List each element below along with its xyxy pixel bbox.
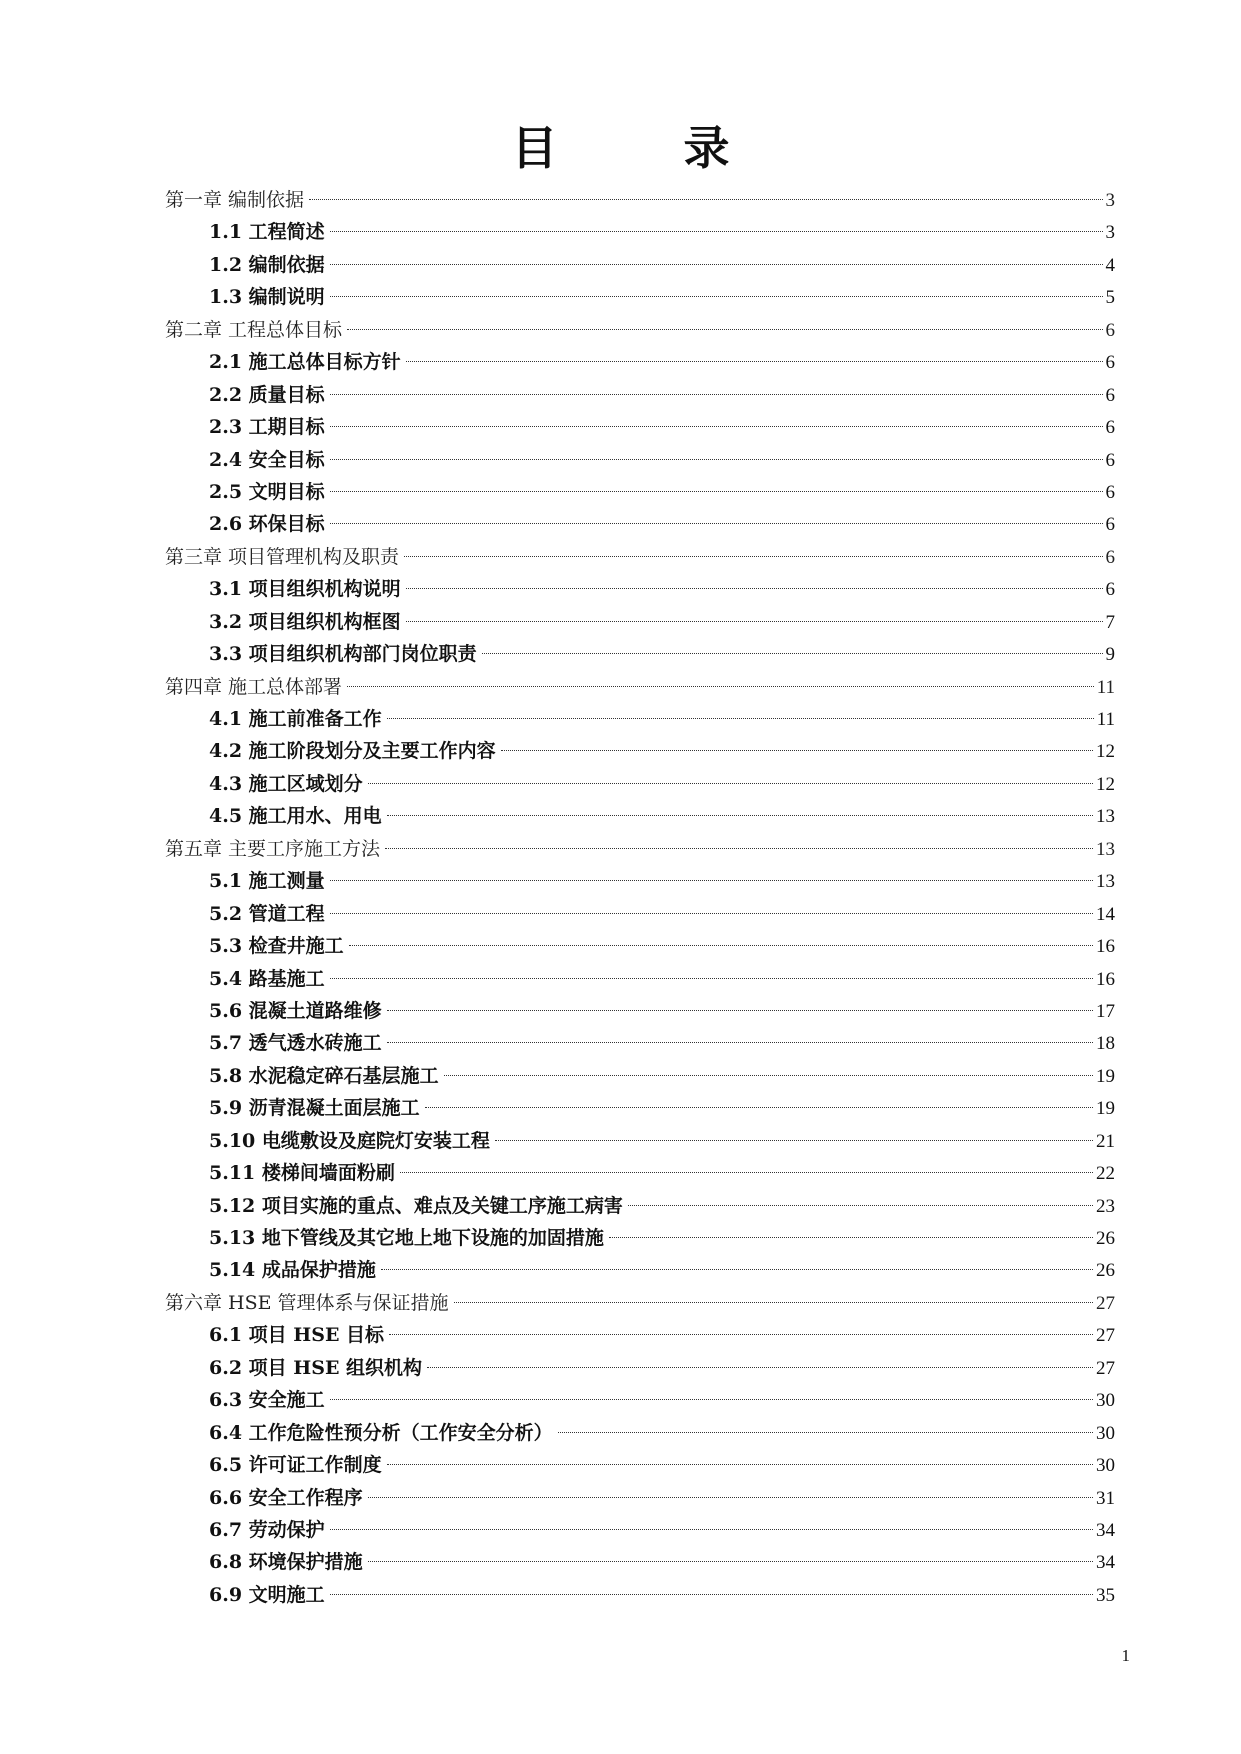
toc-dot-leader [427,1367,1093,1368]
toc-dot-leader [330,523,1103,524]
toc-chapter-entry[interactable] [165,1287,1115,1319]
toc-dot-leader [368,1497,1093,1498]
toc-dot-leader [400,1172,1093,1173]
toc-entry-title: 5.7 透气透水砖施工 [209,1032,382,1055]
toc-dot-leader [330,978,1093,979]
toc-entry-page: 27 [1096,1292,1115,1314]
toc-section-entry[interactable] [165,963,1115,995]
toc-dot-leader [330,459,1103,460]
toc-chapter-entry[interactable] [165,671,1115,703]
toc-section-entry[interactable] [165,508,1115,540]
toc-section-entry[interactable] [165,865,1115,897]
toc-section-entry[interactable] [165,1482,1115,1514]
toc-dot-leader [330,1594,1093,1595]
toc-section-entry[interactable] [165,930,1115,962]
toc-dot-leader [385,848,1093,849]
toc-dot-leader [406,361,1103,362]
toc-dot-leader [454,1302,1093,1303]
toc-entry-page: 6 [1105,579,1115,601]
toc-entry-title: 6.1 项目 HSE 目标 [209,1324,385,1347]
toc-entry-page: 3 [1105,190,1115,211]
toc-dot-leader [495,1140,1093,1141]
toc-section-entry[interactable] [165,703,1115,735]
toc-entry-page: 6 [1105,352,1115,374]
toc-dot-leader [444,1075,1093,1076]
toc-dot-leader [387,1010,1093,1011]
toc-dot-leader [406,621,1103,622]
toc-section-entry[interactable] [165,476,1115,508]
toc-section-entry[interactable] [165,735,1115,767]
toc-entry-title: 6.5 许可证工作制度 [209,1454,382,1477]
toc-dot-leader [389,1334,1093,1335]
toc-section-entry[interactable] [165,573,1115,605]
toc-dot-leader [330,913,1093,914]
toc-chapter-entry[interactable] [165,541,1115,573]
toc-entry-page: 6 [1105,417,1115,439]
toc-entry-title: 第六章 HSE 管理体系与保证措施 [165,1291,449,1314]
toc-entry-page: 12 [1096,741,1115,763]
toc-section-entry[interactable] [165,411,1115,443]
toc-entry-title: 第一章 编制依据 [165,189,305,211]
toc-dot-leader [609,1237,1093,1238]
toc-entry-page: 16 [1096,968,1115,990]
toc-section-entry[interactable] [165,1319,1115,1351]
toc-chapter-entry[interactable] [165,314,1115,346]
toc-dot-leader [349,945,1093,946]
toc-entry-title: 6.8 环境保护措施 [209,1551,363,1574]
toc-entry-title: 3.3 项目组织机构部门岗位职责 [209,643,477,666]
toc-entry-page: 18 [1096,1033,1115,1055]
toc-entry-page: 27 [1096,1357,1115,1379]
toc-section-entry[interactable] [165,606,1115,638]
toc-entry-title: 6.7 劳动保护 [209,1518,325,1541]
toc-entry-title: 5.6 混凝土道路维修 [209,999,382,1022]
toc-entry-title: 5.3 检查井施工 [209,935,344,958]
toc-entry-page: 31 [1096,1487,1115,1509]
toc-section-entry[interactable] [165,1417,1115,1449]
toc-entry-page: 5 [1105,287,1115,309]
toc-entry-page: 19 [1096,1098,1115,1120]
toc-entry-title: 第四章 施工总体部署 [165,675,343,698]
toc-dot-leader [330,1529,1093,1530]
toc-section-entry[interactable] [165,1352,1115,1384]
toc-entry-page: 22 [1096,1163,1115,1185]
toc-section-entry[interactable] [165,638,1115,670]
toc-entry-page: 34 [1096,1552,1115,1574]
toc-entry-page: 30 [1096,1390,1115,1412]
toc-entry-page: 6 [1105,384,1115,406]
toc-section-entry[interactable] [165,898,1115,930]
toc-section-entry[interactable] [165,346,1115,378]
toc-entry-page: 19 [1096,1065,1115,1087]
toc-entry-title: 2.3 工期目标 [209,416,325,439]
toc-entry-title: 1.1 工程简述 [209,221,325,244]
toc-section-entry[interactable] [165,1222,1115,1254]
toc-entry-title: 4.1 施工前准备工作 [209,708,382,730]
toc-entry-page: 13 [1096,806,1115,828]
toc-entry-title: 5.14 成品保护措施 [209,1259,376,1282]
toc-dot-leader [387,1042,1093,1043]
toc-dot-leader [330,1399,1093,1400]
toc-section-entry[interactable] [165,249,1115,281]
toc-dot-leader [404,556,1102,557]
toc-entry-page: 7 [1105,611,1115,633]
toc-entry-page: 26 [1096,1260,1115,1282]
toc-entry-title: 4.2 施工阶段划分及主要工作内容 [209,740,496,763]
toc-dot-leader [501,750,1093,751]
toc-chapter-entry[interactable] [165,833,1115,865]
toc-section-entry[interactable] [165,1384,1115,1416]
toc-section-entry[interactable] [165,281,1115,313]
toc-entry-page: 9 [1105,644,1115,666]
toc-entry-title: 5.10 电缆敷设及庭院灯安装工程 [209,1129,490,1152]
toc-entry-title: 5.8 水泥稳定碎石基层施工 [209,1064,439,1087]
toc-dot-leader [347,329,1102,330]
toc-entry-page: 12 [1096,773,1115,795]
toc-dot-leader [330,491,1103,492]
toc-dot-leader [381,1269,1093,1270]
toc-entry-page: 30 [1096,1422,1115,1444]
toc-dot-leader [330,231,1103,232]
toc-section-entry[interactable] [165,1190,1115,1222]
page-title: 目 录 [511,121,770,175]
toc-entry-page: 35 [1096,1584,1115,1606]
toc-entry-page: 3 [1105,222,1115,244]
toc-entry-page: 13 [1096,871,1115,893]
toc-section-entry[interactable] [165,1546,1115,1578]
toc-dot-leader [387,1464,1093,1465]
toc-dot-leader [387,718,1094,719]
toc-entry-page: 6 [1105,481,1115,503]
toc-dot-leader [330,880,1093,881]
toc-entry-page: 13 [1096,838,1115,860]
toc-entry-title: 4.3 施工区域划分 [209,772,363,795]
toc-entry-page: 6 [1105,546,1115,568]
toc-entry-page: 4 [1105,254,1115,276]
toc-entry-page: 34 [1096,1519,1115,1541]
toc-entry-title: 3.2 项目组织机构框图 [209,610,401,633]
toc-entry-title: 5.2 管道工程 [209,902,325,925]
toc-entry-title: 6.9 文明施工 [209,1583,325,1606]
toc-section-entry[interactable] [165,1125,1115,1157]
toc-entry-title: 第三章 项目管理机构及职责 [165,545,400,568]
toc-entry-title: 5.1 施工测量 [209,870,325,893]
toc-entry-title: 4.5 施工用水、用电 [209,805,382,828]
toc-section-entry[interactable] [165,444,1115,476]
toc-chapter-entry[interactable] [165,184,1115,216]
toc-section-entry[interactable] [165,995,1115,1027]
toc-entry-title: 5.9 沥青混凝土面层施工 [209,1097,420,1120]
page-number: 1 [1121,1646,1130,1665]
toc-dot-leader [347,686,1094,687]
toc-section-entry[interactable] [165,1027,1115,1059]
toc-entry-title: 5.4 路基施工 [209,967,325,990]
toc-section-entry[interactable] [165,1514,1115,1546]
toc-entry-page: 27 [1096,1325,1115,1347]
toc-section-entry[interactable] [165,1254,1115,1286]
toc-entry-title: 6.2 项目 HSE 组织机构 [209,1356,423,1379]
toc-entry-page: 26 [1096,1228,1115,1249]
toc-entry-page: 11 [1096,676,1115,698]
toc-section-entry[interactable] [165,1092,1115,1124]
toc-entry-title: 2.1 施工总体目标方针 [209,351,401,374]
toc-entry-title: 5.12 项目实施的重点、难点及关键工序施工病害 [209,1194,623,1217]
toc-dot-leader [628,1205,1093,1206]
toc-entry-title: 5.11 楼梯间墙面粉刷 [209,1162,395,1185]
toc-dot-leader [330,394,1103,395]
toc-dot-leader [406,588,1103,589]
toc-entry-title: 5.13 地下管线及其它地上地下设施的加固措施 [209,1227,604,1249]
toc-dot-leader [368,783,1093,784]
toc-entry-page: 17 [1096,1000,1115,1022]
toc-entry-title: 1.3 编制说明 [209,286,325,309]
toc-entry-title: 2.5 文明目标 [209,480,325,503]
toc-entry-title: 6.4 工作危险性预分析（工作安全分析） [209,1421,553,1444]
toc-entry-title: 第二章 工程总体目标 [165,318,343,341]
toc-entry-page: 6 [1105,514,1115,536]
toc-entry-page: 30 [1096,1455,1115,1477]
toc-entry-title: 3.1 项目组织机构说明 [209,578,401,601]
toc-entry-title: 2.4 安全目标 [209,448,325,471]
toc-section-entry[interactable] [165,1449,1115,1481]
toc-dot-leader [482,653,1103,654]
toc-entry-title: 6.6 安全工作程序 [209,1486,363,1509]
toc-dot-leader [330,426,1103,427]
toc-entry-title: 6.3 安全施工 [209,1389,325,1412]
toc-entry-page: 6 [1105,449,1115,471]
toc-entry-title: 第五章 主要工序施工方法 [165,837,381,860]
toc-section-entry[interactable] [165,768,1115,800]
toc-dot-leader [425,1107,1093,1108]
toc-entry-title: 1.2 编制依据 [209,253,325,276]
toc-section-entry[interactable] [165,1157,1115,1189]
toc-section-entry[interactable] [165,216,1115,248]
toc-dot-leader [387,815,1093,816]
toc-entry-page: 14 [1096,903,1115,925]
toc-section-entry[interactable] [165,1060,1115,1092]
toc-entry-page: 6 [1105,319,1115,341]
toc-dot-leader [330,296,1103,297]
toc-entry-title: 2.6 环保目标 [209,513,325,536]
toc-dot-leader [309,199,1102,200]
toc-section-entry[interactable] [165,800,1115,832]
toc-entry-page: 11 [1096,709,1115,730]
toc-entry-page: 21 [1096,1130,1115,1152]
toc-section-entry[interactable] [165,379,1115,411]
table-of-contents [165,184,1115,1611]
toc-section-entry[interactable] [165,1579,1115,1611]
toc-entry-page: 23 [1096,1195,1115,1217]
toc-dot-leader [368,1561,1093,1562]
toc-dot-leader [558,1432,1093,1433]
toc-dot-leader [330,264,1103,265]
toc-entry-page: 16 [1096,936,1115,958]
toc-entry-title: 2.2 质量目标 [209,383,325,406]
